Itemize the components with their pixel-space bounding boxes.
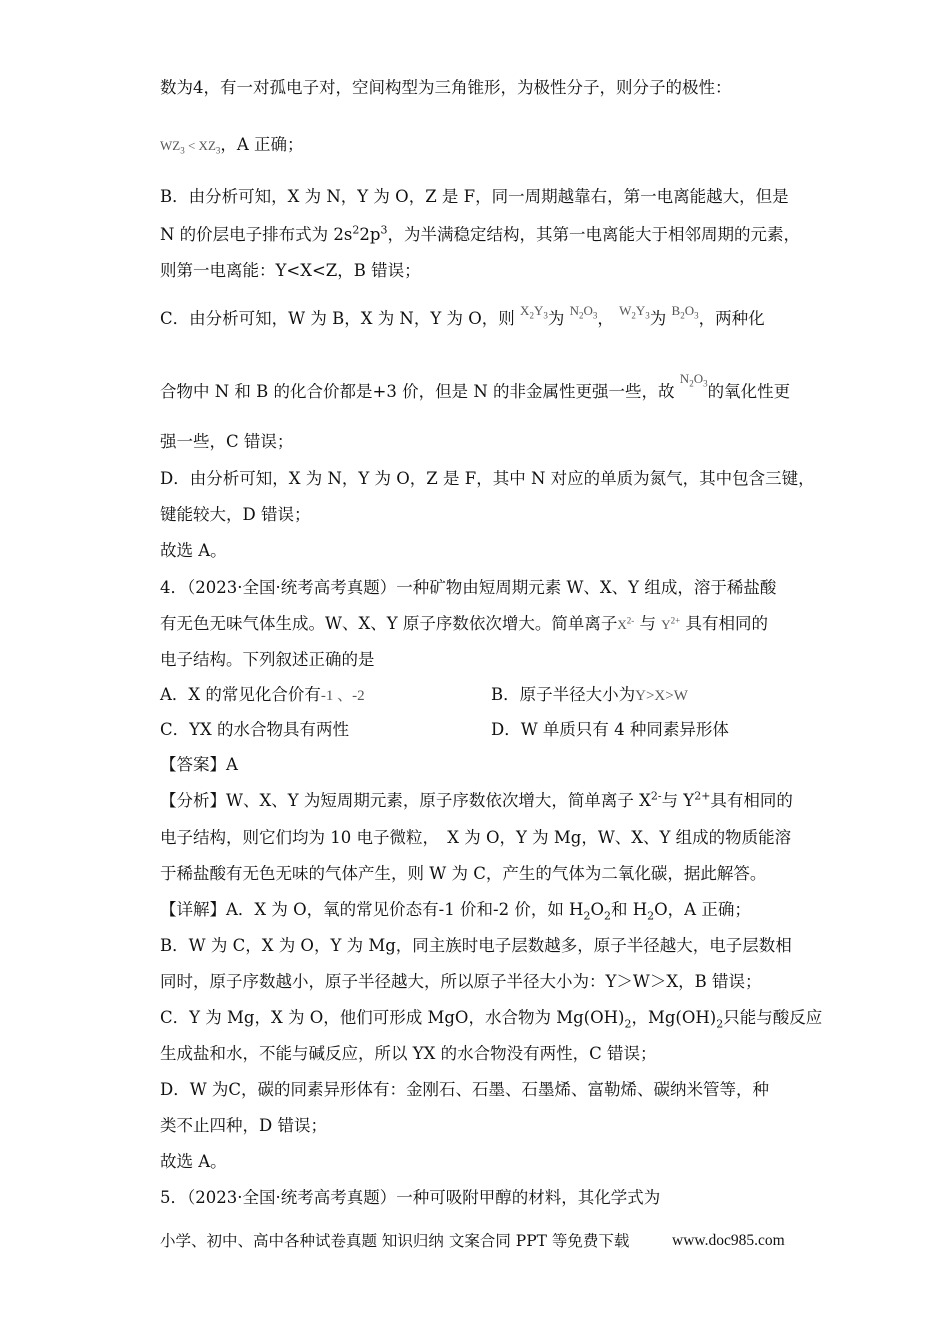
option-b: B．原子半径大小为Y>X>W — [491, 685, 688, 704]
paragraph-line: B．由分析可知，X 为 N，Y 为 O，Z 是 F，同一周期越靠右，第一电离能越大，但是 — [160, 187, 789, 206]
paragraph-line: 故选 A。 — [160, 541, 227, 560]
question-4-stem: 电子结构。下列叙述正确的是 — [160, 650, 375, 669]
formula-x2y3: X2Y3 — [520, 303, 548, 321]
analysis: 电子结构，则它们均为 10 电子微粒， X 为 O，Y 为 Mg，W、X、Y 组成的物质能溶 — [160, 828, 792, 847]
formula-n2o3: N2O3 — [569, 303, 598, 321]
formula-w2y3: W2Y3 — [619, 303, 650, 321]
detail: 故选 A。 — [160, 1152, 227, 1171]
detail: B．W 为 C，X 为 O，Y 为 Mg，同主族时电子层数越多，原子半径越大，电子层数相 — [160, 936, 792, 955]
detail: 类不止四种，D 错误； — [160, 1116, 327, 1135]
option-c: C．YX 的水合物具有两性 — [160, 720, 350, 739]
paragraph-line: 合物中 N 和 B 的化合价都是+3 价，但是 N 的非金属性更强一些，故 $^{N_2O_3}$的氧化性更 — [160, 371, 791, 401]
paragraph-line: 键能较大，D 错误； — [160, 505, 311, 524]
analysis: 【分析】W、X、Y 为短周期元素，原子序数依次增大，简单离子 $X^{2-}$与 $Y^{2+}$具有相同的 — [160, 789, 793, 810]
detail: 生成盐和水，不能与碱反应，所以 YX 的水合物没有两性，C 错误； — [160, 1044, 657, 1063]
paragraph-line: 则第一电离能：Y<X<Z，B 错误； — [160, 261, 421, 280]
page-footer: 小学、初中、高中各种试卷真题 知识归纳 文案合同 PPT 等免费下载 www.doc985.com — [160, 1229, 629, 1253]
footer-link[interactable]: www.doc985.com — [672, 1232, 785, 1249]
analysis: 于稀盐酸有无色无味的气体产生，则 W 为 C，产生的气体为二氧化碳，据此解答。 — [160, 864, 767, 883]
detail: C．Y 为 Mg，X 为 O，他们可形成 MgO，水合物为 $Mg(OH)_2$，$Mg(OH)_2$只能与酸反应 — [160, 1008, 823, 1031]
option-a: A．X 的常见化合价有-1 、-2 — [160, 685, 365, 704]
detail: 【详解】A．X 为 O，氧的常见价态有-1 价和-2 价，如 $H_2O_2$和 $H_2O$，A 正确； — [160, 900, 751, 923]
paragraph-line: N 的价层电子排布式为 $2s^22p^3$，为半满稳定结构，其第一电离能大于相邻周期的元素， — [160, 223, 800, 244]
question-4-stem: 有无色无味气体生成。W、X、Y 原子序数依次增大。简单离子$X^{2-}$ 与 $Y^{2+}$ 具有相同的 — [160, 614, 768, 633]
paragraph-line: C．由分析可知，W 为 B，X 为 N，Y 为 O，则 $^{X_2Y_3}$为 $^{N_2O_3}$， $^{W_2Y_3}$为 $^{B_2O_3}$，两种化 — [160, 303, 765, 328]
formula-wz3-xz3: $WZ_3 < XZ_3$ — [160, 138, 221, 156]
detail: D．W 为C，碳的同素异形体有：金刚石、石墨、石墨烯、富勒烯、碳纳米管等，种 — [160, 1080, 770, 1099]
formula-b2o3: B2O3 — [671, 303, 699, 321]
detail: 同时，原子序数越小，原子半径越大，所以原子半径大小为：Y＞W＞X，B 错误； — [160, 972, 762, 991]
answer: 【答案】A — [160, 755, 238, 774]
option-d: D．W 单质只有 4 种同素异形体 — [491, 720, 729, 739]
paragraph-line: 数为4，有一对孤电子对，空间构型为三角锥形，为极性分子，则分子的极性： — [160, 78, 732, 97]
paragraph-line: 强一些，C 错误； — [160, 432, 294, 451]
question-4-stem: 4．（2023·全国·统考高考真题）一种矿物由短周期元素 W、X、Y 组成，溶于稀盐酸 — [160, 578, 777, 597]
paragraph-line: D．由分析可知，X 为 N，Y 为 O，Z 是 F，其中 N 对应的单质为氮气，其中包含三键， — [160, 469, 815, 488]
formula-y2-ion: $Y^{2+}$ — [661, 615, 681, 632]
question-5-stem: 5．（2023·全国·统考高考真题）一种可吸附甲醇的材料，其化学式为 — [160, 1188, 661, 1207]
formula-n2o3: N2O3 — [679, 371, 708, 389]
formula-x2-ion: $X^{2-}$ — [617, 615, 635, 632]
paragraph-line: $WZ_3 < XZ_3$，A 正确； — [160, 135, 304, 156]
